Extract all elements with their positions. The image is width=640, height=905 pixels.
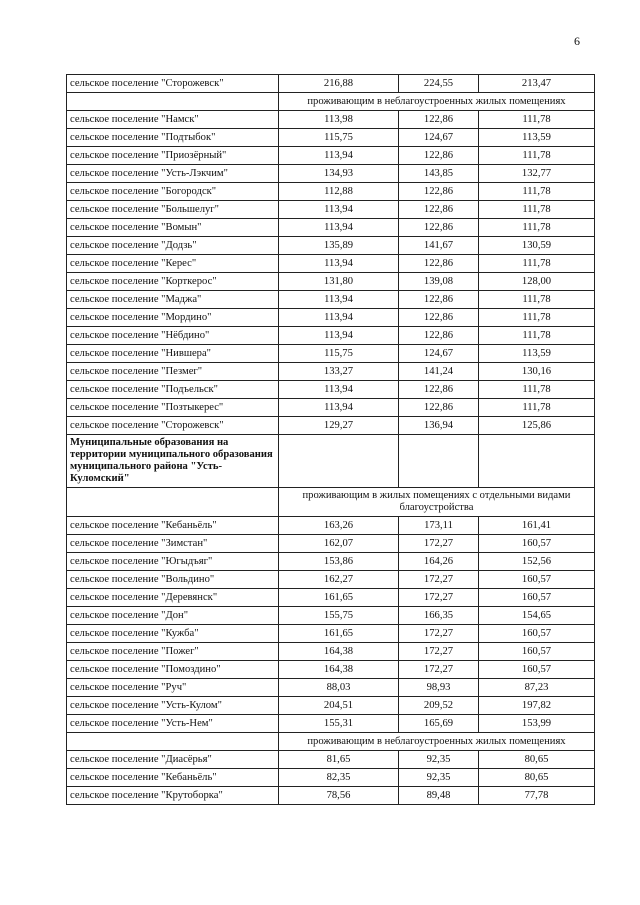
tariff-value-1: 113,94 bbox=[279, 147, 399, 165]
settlement-name: сельское поселение "Пезмег" bbox=[67, 363, 279, 381]
settlement-name: сельское поселение "Югыдъяг" bbox=[67, 553, 279, 571]
tariff-value-3: 80,65 bbox=[479, 769, 595, 787]
tariff-value-1: 81,65 bbox=[279, 751, 399, 769]
tariff-value-3: 111,78 bbox=[479, 147, 595, 165]
settlement-name: сельское поселение "Мордино" bbox=[67, 309, 279, 327]
tariff-value-2: 143,85 bbox=[399, 165, 479, 183]
tariff-value-3: 111,78 bbox=[479, 309, 595, 327]
tariff-value-3: 160,57 bbox=[479, 535, 595, 553]
settlement-name: сельское поселение "Вомын" bbox=[67, 219, 279, 237]
table-row bbox=[67, 517, 595, 535]
settlement-name: сельское поселение "Нившера" bbox=[67, 345, 279, 363]
tariff-value-2: 124,67 bbox=[399, 129, 479, 147]
tariff-value-2: 209,52 bbox=[399, 697, 479, 715]
tariff-value-2: 122,86 bbox=[399, 291, 479, 309]
section-subtitle: проживающим в жилых помещениях с отдельными видами благоустройства bbox=[279, 488, 595, 517]
tariff-value-2: 172,27 bbox=[399, 643, 479, 661]
tariff-value-2: 172,27 bbox=[399, 625, 479, 643]
settlement-name: сельское поселение "Корткерос" bbox=[67, 273, 279, 291]
tariff-value-3: 153,99 bbox=[479, 715, 595, 733]
section-subtitle: проживающим в неблагоустроенных жилых помещениях bbox=[279, 733, 595, 751]
table-row bbox=[67, 291, 595, 309]
tariff-table-body bbox=[67, 75, 595, 805]
page-number: 6 bbox=[574, 34, 580, 48]
table-row bbox=[67, 607, 595, 625]
tariff-value-1: 155,75 bbox=[279, 607, 399, 625]
settlement-name: сельское поселение "Приозёрный" bbox=[67, 147, 279, 165]
table-row bbox=[67, 201, 595, 219]
tariff-value-3: 125,86 bbox=[479, 417, 595, 435]
tariff-value-1: 135,89 bbox=[279, 237, 399, 255]
tariff-value-2: 224,55 bbox=[399, 75, 479, 93]
tariff-value-2: 166,35 bbox=[399, 607, 479, 625]
empty-cell bbox=[67, 733, 279, 751]
empty-cell bbox=[399, 435, 479, 488]
tariff-value-2: 122,86 bbox=[399, 201, 479, 219]
tariff-value-2: 92,35 bbox=[399, 769, 479, 787]
tariff-value-2: 139,08 bbox=[399, 273, 479, 291]
tariff-value-1: 78,56 bbox=[279, 787, 399, 805]
tariff-value-2: 141,24 bbox=[399, 363, 479, 381]
settlement-name: сельское поселение "Подтыбок" bbox=[67, 129, 279, 147]
tariff-value-3: 197,82 bbox=[479, 697, 595, 715]
tariff-value-2: 122,86 bbox=[399, 381, 479, 399]
settlement-name: сельское поселение "Керес" bbox=[67, 255, 279, 273]
tariff-value-2: 92,35 bbox=[399, 751, 479, 769]
section-subtitle-row bbox=[67, 93, 595, 111]
tariff-value-3: 130,16 bbox=[479, 363, 595, 381]
table-row bbox=[67, 769, 595, 787]
table-row bbox=[67, 697, 595, 715]
tariff-value-3: 160,57 bbox=[479, 589, 595, 607]
tariff-value-1: 161,65 bbox=[279, 589, 399, 607]
table-row bbox=[67, 219, 595, 237]
settlement-name: сельское поселение "Зимстан" bbox=[67, 535, 279, 553]
tariff-table bbox=[66, 74, 595, 805]
tariff-value-2: 172,27 bbox=[399, 571, 479, 589]
tariff-value-3: 111,78 bbox=[479, 291, 595, 309]
tariff-value-3: 152,56 bbox=[479, 553, 595, 571]
tariff-value-1: 88,03 bbox=[279, 679, 399, 697]
tariff-value-1: 161,65 bbox=[279, 625, 399, 643]
tariff-value-2: 122,86 bbox=[399, 147, 479, 165]
tariff-value-2: 173,11 bbox=[399, 517, 479, 535]
settlement-name: сельское поселение "Кужба" bbox=[67, 625, 279, 643]
tariff-value-1: 113,94 bbox=[279, 327, 399, 345]
table-row bbox=[67, 589, 595, 607]
table-row bbox=[67, 75, 595, 93]
tariff-value-1: 153,86 bbox=[279, 553, 399, 571]
table-row bbox=[67, 165, 595, 183]
tariff-value-2: 124,67 bbox=[399, 345, 479, 363]
tariff-value-2: 122,86 bbox=[399, 327, 479, 345]
tariff-value-3: 160,57 bbox=[479, 625, 595, 643]
tariff-value-2: 122,86 bbox=[399, 255, 479, 273]
settlement-name: сельское поселение "Крутоборка" bbox=[67, 787, 279, 805]
settlement-name: сельское поселение "Руч" bbox=[67, 679, 279, 697]
tariff-value-3: 111,78 bbox=[479, 255, 595, 273]
tariff-value-2: 122,86 bbox=[399, 309, 479, 327]
empty-cell bbox=[67, 488, 279, 517]
tariff-value-3: 111,78 bbox=[479, 201, 595, 219]
section-subtitle: проживающим в неблагоустроенных жилых помещениях bbox=[279, 93, 595, 111]
tariff-value-2: 122,86 bbox=[399, 111, 479, 129]
section-subtitle-row bbox=[67, 488, 595, 517]
tariff-value-1: 155,31 bbox=[279, 715, 399, 733]
tariff-value-1: 134,93 bbox=[279, 165, 399, 183]
tariff-value-3: 130,59 bbox=[479, 237, 595, 255]
table-row bbox=[67, 787, 595, 805]
empty-cell bbox=[67, 93, 279, 111]
settlement-name: сельское поселение "Пожег" bbox=[67, 643, 279, 661]
tariff-value-1: 115,75 bbox=[279, 345, 399, 363]
tariff-value-3: 154,65 bbox=[479, 607, 595, 625]
settlement-name: сельское поселение "Сторожевск" bbox=[67, 75, 279, 93]
settlement-name: сельское поселение "Усть-Кулом" bbox=[67, 697, 279, 715]
tariff-value-1: 162,07 bbox=[279, 535, 399, 553]
tariff-value-2: 122,86 bbox=[399, 183, 479, 201]
tariff-value-3: 132,77 bbox=[479, 165, 595, 183]
table-row bbox=[67, 553, 595, 571]
tariff-value-2: 165,69 bbox=[399, 715, 479, 733]
table-row bbox=[67, 363, 595, 381]
tariff-value-3: 160,57 bbox=[479, 643, 595, 661]
tariff-value-2: 136,94 bbox=[399, 417, 479, 435]
tariff-value-1: 129,27 bbox=[279, 417, 399, 435]
tariff-value-1: 113,94 bbox=[279, 381, 399, 399]
tariff-value-1: 133,27 bbox=[279, 363, 399, 381]
tariff-value-2: 98,93 bbox=[399, 679, 479, 697]
tariff-value-1: 115,75 bbox=[279, 129, 399, 147]
settlement-name: сельское поселение "Помоздино" bbox=[67, 661, 279, 679]
tariff-value-3: 160,57 bbox=[479, 571, 595, 589]
settlement-name: сельское поселение "Дон" bbox=[67, 607, 279, 625]
tariff-value-3: 80,65 bbox=[479, 751, 595, 769]
tariff-value-1: 164,38 bbox=[279, 643, 399, 661]
municipality-group-header: Муниципальные образования на территории муниципального образования муниципального района "Усть-Куломский" bbox=[67, 435, 279, 488]
tariff-value-2: 172,27 bbox=[399, 535, 479, 553]
tariff-value-1: 113,94 bbox=[279, 309, 399, 327]
settlement-name: сельское поселение "Диасёрья" bbox=[67, 751, 279, 769]
tariff-value-3: 128,00 bbox=[479, 273, 595, 291]
tariff-value-2: 164,26 bbox=[399, 553, 479, 571]
settlement-name: сельское поселение "Додзь" bbox=[67, 237, 279, 255]
settlement-name: сельское поселение "Большелуг" bbox=[67, 201, 279, 219]
tariff-value-3: 111,78 bbox=[479, 399, 595, 417]
municipality-group-header-row bbox=[67, 435, 595, 488]
tariff-value-3: 87,23 bbox=[479, 679, 595, 697]
settlement-name: сельское поселение "Подъельск" bbox=[67, 381, 279, 399]
settlement-name: сельское поселение "Кебаньёль" bbox=[67, 769, 279, 787]
settlement-name: сельское поселение "Вольдино" bbox=[67, 571, 279, 589]
settlement-name: сельское поселение "Кебаньёль" bbox=[67, 517, 279, 535]
tariff-value-1: 163,26 bbox=[279, 517, 399, 535]
table-row bbox=[67, 751, 595, 769]
table-row bbox=[67, 417, 595, 435]
table-row bbox=[67, 571, 595, 589]
table-row bbox=[67, 381, 595, 399]
table-row bbox=[67, 327, 595, 345]
table-row bbox=[67, 535, 595, 553]
settlement-name: сельское поселение "Сторожевск" bbox=[67, 417, 279, 435]
tariff-value-1: 112,88 bbox=[279, 183, 399, 201]
settlement-name: сельское поселение "Маджа" bbox=[67, 291, 279, 309]
settlement-name: сельское поселение "Богородск" bbox=[67, 183, 279, 201]
tariff-value-2: 122,86 bbox=[399, 399, 479, 417]
table-row bbox=[67, 273, 595, 291]
tariff-value-3: 113,59 bbox=[479, 129, 595, 147]
settlement-name: сельское поселение "Усть-Нем" bbox=[67, 715, 279, 733]
settlement-name: сельское поселение "Нёбдино" bbox=[67, 327, 279, 345]
tariff-value-2: 172,27 bbox=[399, 661, 479, 679]
empty-cell bbox=[479, 435, 595, 488]
tariff-value-2: 141,67 bbox=[399, 237, 479, 255]
tariff-value-1: 204,51 bbox=[279, 697, 399, 715]
tariff-value-3: 213,47 bbox=[479, 75, 595, 93]
table-row bbox=[67, 111, 595, 129]
table-row bbox=[67, 643, 595, 661]
tariff-value-1: 113,94 bbox=[279, 399, 399, 417]
tariff-value-1: 113,94 bbox=[279, 291, 399, 309]
tariff-value-1: 131,80 bbox=[279, 273, 399, 291]
table-row bbox=[67, 147, 595, 165]
settlement-name: сельское поселение "Деревянск" bbox=[67, 589, 279, 607]
tariff-value-1: 164,38 bbox=[279, 661, 399, 679]
tariff-value-2: 172,27 bbox=[399, 589, 479, 607]
tariff-value-1: 113,94 bbox=[279, 219, 399, 237]
table-row bbox=[67, 625, 595, 643]
settlement-name: сельское поселение "Намск" bbox=[67, 111, 279, 129]
empty-cell bbox=[279, 435, 399, 488]
tariff-value-2: 89,48 bbox=[399, 787, 479, 805]
table-row bbox=[67, 237, 595, 255]
tariff-value-3: 113,59 bbox=[479, 345, 595, 363]
table-row bbox=[67, 309, 595, 327]
tariff-value-1: 162,27 bbox=[279, 571, 399, 589]
tariff-value-1: 113,98 bbox=[279, 111, 399, 129]
settlement-name: сельское поселение "Позтыкерес" bbox=[67, 399, 279, 417]
tariff-value-3: 111,78 bbox=[479, 219, 595, 237]
settlement-name: сельское поселение "Усть-Лэкчим" bbox=[67, 165, 279, 183]
table-row bbox=[67, 183, 595, 201]
tariff-value-3: 111,78 bbox=[479, 111, 595, 129]
table-row bbox=[67, 399, 595, 417]
tariff-value-3: 111,78 bbox=[479, 327, 595, 345]
tariff-value-3: 77,78 bbox=[479, 787, 595, 805]
tariff-value-1: 113,94 bbox=[279, 201, 399, 219]
table-row bbox=[67, 345, 595, 363]
tariff-value-1: 113,94 bbox=[279, 255, 399, 273]
table-row bbox=[67, 715, 595, 733]
tariff-value-3: 160,57 bbox=[479, 661, 595, 679]
tariff-value-1: 216,88 bbox=[279, 75, 399, 93]
tariff-value-3: 111,78 bbox=[479, 183, 595, 201]
table-row bbox=[67, 129, 595, 147]
tariff-value-3: 161,41 bbox=[479, 517, 595, 535]
tariff-value-1: 82,35 bbox=[279, 769, 399, 787]
table-row bbox=[67, 679, 595, 697]
tariff-value-2: 122,86 bbox=[399, 219, 479, 237]
tariff-value-3: 111,78 bbox=[479, 381, 595, 399]
table-row bbox=[67, 255, 595, 273]
table-row bbox=[67, 661, 595, 679]
section-subtitle-row bbox=[67, 733, 595, 751]
